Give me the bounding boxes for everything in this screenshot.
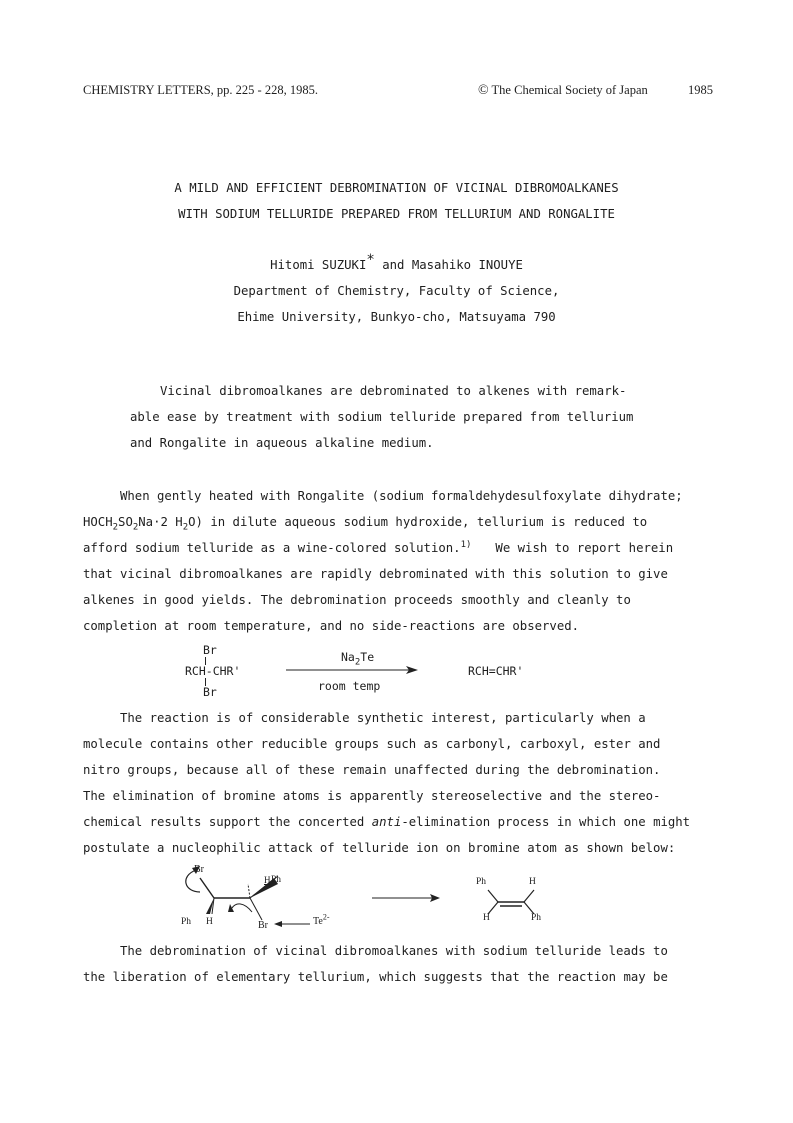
author-name: Masahiko INOUYE [411,258,523,272]
prod-ph-1: Ph [476,877,487,887]
mechanism-scheme [170,862,590,940]
scheme1-reagent: $Na_2Te$ [341,650,375,668]
body-line: postulate a nucleophilic attack of telluride ion on bromine atom as shown below: [83,841,676,855]
body-line: The elimination of bromine atoms is apparently stereoselective and the stereo- [83,789,661,803]
copyright-icon: © [478,83,489,98]
body-line: The debromination of vicinal dibromoalkanes with sodium telluride leads to [120,944,668,958]
mech-br-2: Br [258,920,268,931]
author-conjunction: and [374,258,412,272]
abstract-line: able ease by treatment with sodium telluride prepared from tellurium [130,410,634,424]
mech-br-1: Br [194,864,204,875]
abstract-line: and Rongalite in aqueous alkaline medium. [130,436,434,450]
body-line: nitro groups, because all of these remain unaffected during the debromination. [83,763,661,777]
body-line: The reaction is of considerable synthetic interest, particularly when a [120,711,646,725]
scheme1-reaction-arrow [286,664,418,676]
header-year: 1985 [688,83,713,97]
scheme1-condition: room temp [318,679,381,693]
corresponding-author-mark: * [366,251,375,268]
body-line: When gently heated with Rongalite (sodium formaldehydesulfoxylate dihydrate; [120,489,683,503]
journal-citation [83,83,318,98]
author-name: Hitomi SUZUKI [270,258,367,272]
affiliation-line-1: Department of Chemistry, Faculty of Science, [233,284,560,298]
scheme1-br-top: Br [203,643,217,657]
mech-ph-2: Ph [181,917,192,927]
society-name: The Chemical Society of Japan [491,83,648,97]
body-line: molecule contains other reducible groups such as carbonyl, carboxyl, ester and [83,737,661,751]
body-line: the liberation of elementary tellurium, which suggests that the reaction may be [83,970,668,984]
mech-h-2: H [206,917,213,927]
body-line: $HOCH_2SO_2Na\cdot 2$ $H_2O$) in dilute aqueous sodium hydroxide, tellurium is reduced to [83,515,648,533]
copyright-line [478,83,648,99]
body-line: that vicinal dibromoalkanes are rapidly debrominated with this solution to give [83,567,668,581]
scheme1-substrate: RCH-CHR' [185,664,241,678]
italic-term: anti [371,815,402,829]
body-line: completion at room temperature, and no side-reactions are observed. [83,619,580,633]
scheme1-br-bottom: Br [203,685,217,699]
prod-h-1: H [529,877,536,887]
mech-ph-1: Ph [271,875,282,885]
body-line: chemical results support the concerted anti-elimination process in which one might [83,815,691,829]
mech-h-1: H [264,875,271,885]
mech-telluride: $Te^{2-}$ [313,912,330,927]
affiliation-line-2: Ehime University, Bunkyo-cho, Matsuyama 790 [237,310,556,324]
abstract-line: Vicinal dibromoalkanes are debrominated to alkenes with remark- [160,384,627,398]
paper-title-line-1: A MILD AND EFFICIENT DEBROMINATION OF VICINAL DIBROMOALKANES [174,181,619,195]
scheme1-product: RCH=CHR' [468,664,524,678]
body-line: afford sodium telluride as a wine-colored solution.$^{1)}$ We wish to report herein [83,539,674,555]
prod-h-2: H [483,913,490,923]
prod-ph-2: Ph [531,913,542,923]
body-line: alkenes in good yields. The debromination proceeds smoothly and cleanly to [83,593,631,607]
journal-name: CHEMISTRY LETTERS, [83,83,214,97]
journal-pages: pp. 225 - 228, 1985. [216,83,318,97]
reference-mark: 1) [460,539,472,550]
author-line [0,251,793,272]
paper-title-line-2: WITH SODIUM TELLURIDE PREPARED FROM TELLURIUM AND RONGALITE [178,207,615,221]
